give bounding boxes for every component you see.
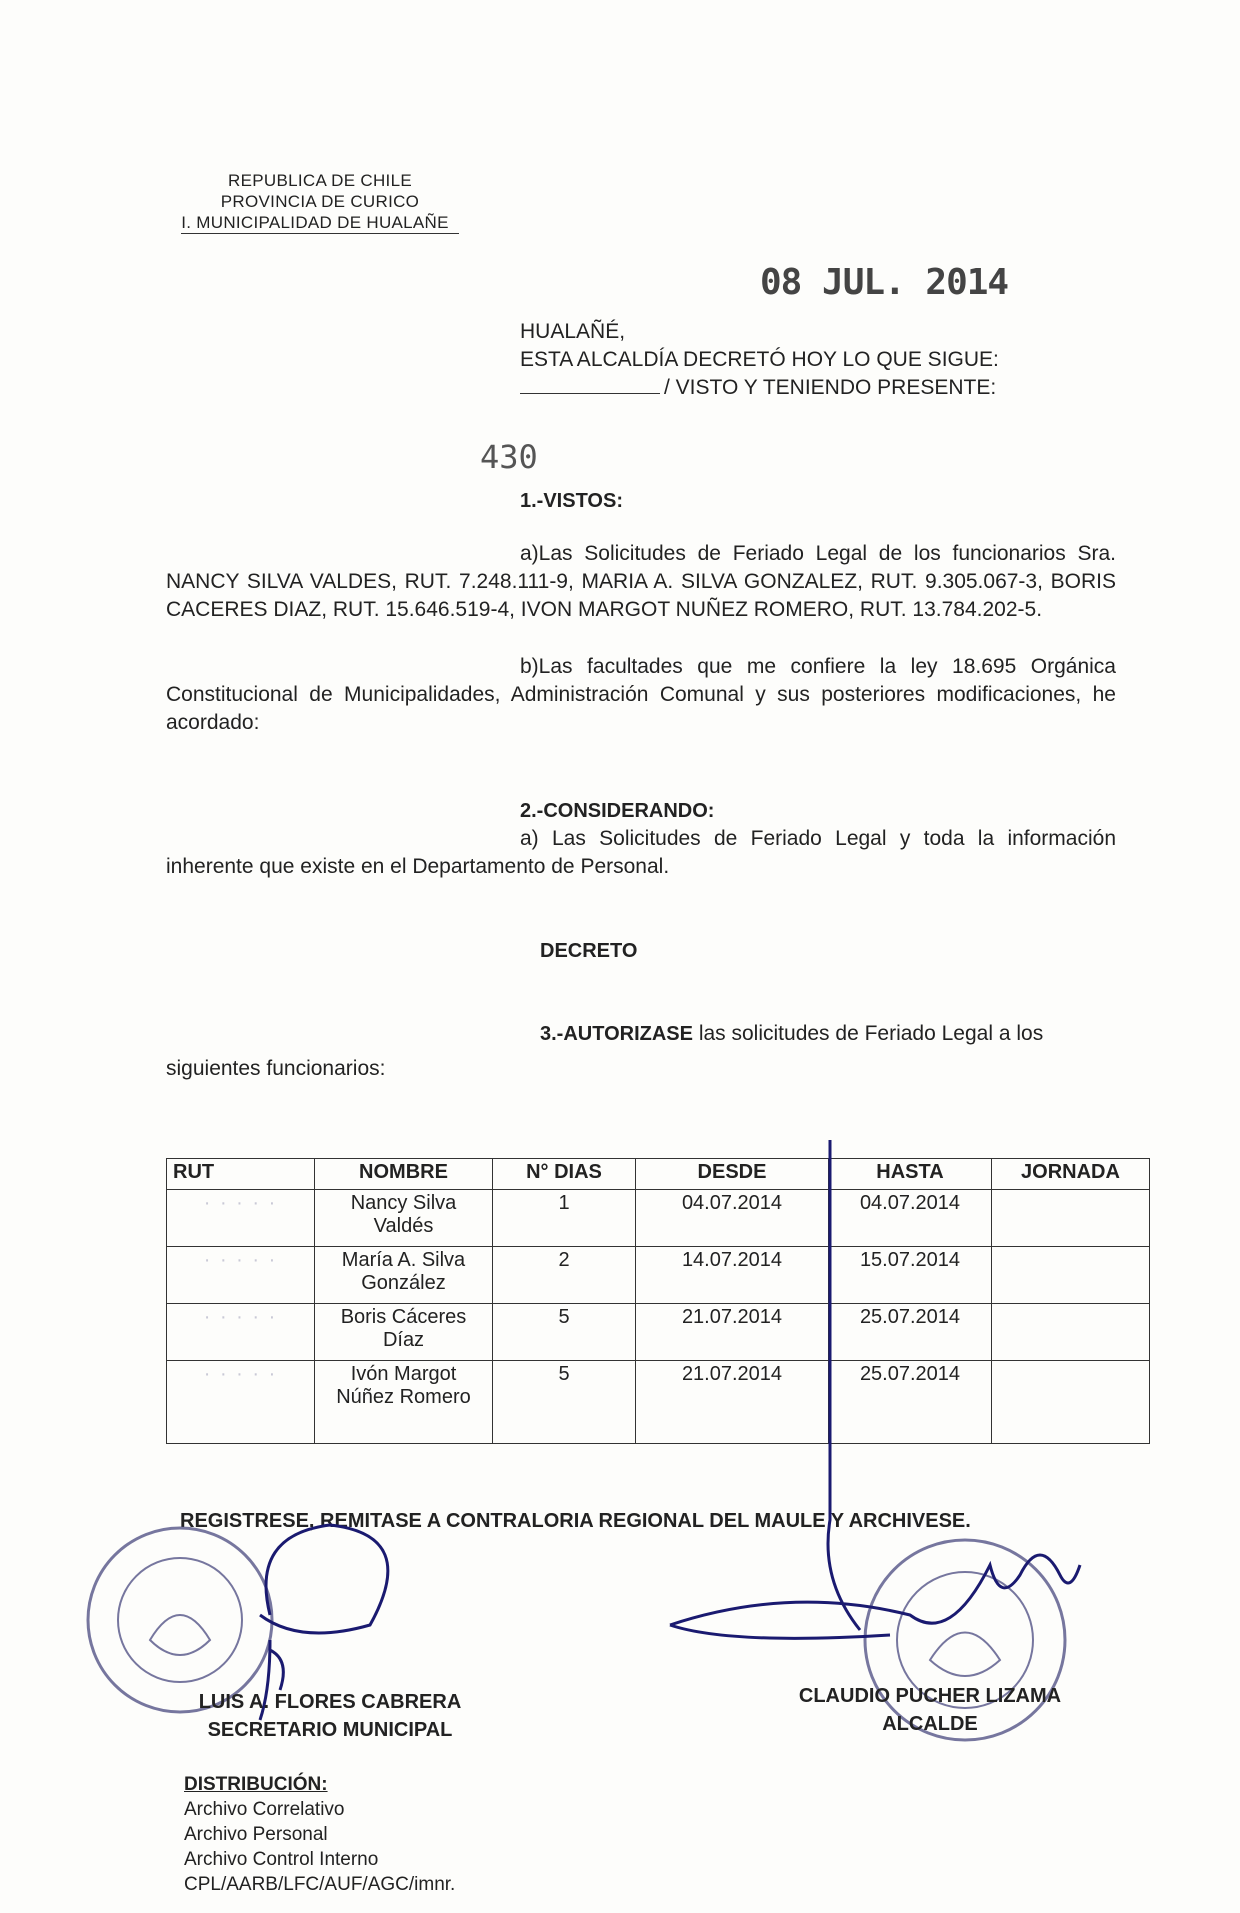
- cell-nombre: María A. Silva González: [315, 1247, 493, 1304]
- letterhead-line-1: REPUBLICA DE CHILE: [228, 171, 412, 190]
- table-row: [167, 1304, 1150, 1361]
- col-nombre: NOMBRE: [315, 1159, 493, 1190]
- section-3-text-2: siguientes funcionarios:: [166, 1057, 386, 1080]
- decree-number: 430: [480, 438, 538, 476]
- distribution-item: Archivo Control Interno: [184, 1849, 379, 1870]
- cell-hasta: 25.07.2014: [829, 1304, 992, 1361]
- cell-dias: 5: [493, 1361, 636, 1444]
- closing-statement: REGISTRESE, REMITASE A CONTRALORIA REGIONAL DEL MAULE Y ARCHIVESE.: [180, 1510, 971, 1532]
- cell-desde: 04.07.2014: [636, 1190, 829, 1247]
- decree-blank-line: [520, 393, 660, 394]
- section-3-text: las solicitudes de Feriado Legal a los: [698, 1022, 1044, 1045]
- cell-hasta: 04.07.2014: [829, 1190, 992, 1247]
- table-header-row: [167, 1159, 1150, 1190]
- cell-rut: · · · · ·: [167, 1304, 315, 1361]
- table-row: [167, 1361, 1150, 1444]
- intro-line-3: / VISTO Y TENIENDO PRESENTE:: [664, 376, 997, 399]
- cell-jornada: [992, 1190, 1150, 1247]
- cell-rut: · · · · ·: [167, 1190, 315, 1247]
- right-signatory: [780, 1682, 1080, 1738]
- distribution-item: Archivo Correlativo: [184, 1799, 345, 1820]
- letterhead-line-2: PROVINCIA DE CURICO: [220, 192, 420, 211]
- cell-jornada: [992, 1304, 1150, 1361]
- section-3-title: 3.-AUTORIZASE: [540, 1023, 693, 1045]
- letterhead: [160, 170, 480, 234]
- distribution-item: CPL/AARB/LFC/AUF/AGC/imnr.: [184, 1874, 456, 1895]
- cell-nombre: Nancy Silva Valdés: [315, 1190, 493, 1247]
- feriado-table: [166, 1158, 1150, 1444]
- cell-hasta: 15.07.2014: [829, 1247, 992, 1304]
- cell-dias: 1: [493, 1190, 636, 1247]
- cell-nombre: Boris Cáceres Díaz: [315, 1304, 493, 1361]
- section-2-title: 2.-CONSIDERANDO:: [520, 800, 715, 822]
- intro-line-2: ESTA ALCALDÍA DECRETÓ HOY LO QUE SIGUE:: [520, 348, 999, 371]
- col-desde: DESDE: [636, 1159, 829, 1190]
- distribution: [184, 1772, 455, 1897]
- distribution-title: DISTRIBUCIÓN:: [184, 1774, 328, 1795]
- left-seal-icon: [88, 1528, 272, 1712]
- left-signatory-title: SECRETARIO MUNICIPAL: [207, 1719, 453, 1741]
- cell-desde: 21.07.2014: [636, 1304, 829, 1361]
- cell-dias: 5: [493, 1304, 636, 1361]
- right-signatory-name: CLAUDIO PUCHER LIZAMA: [798, 1685, 1062, 1707]
- cell-dias: 2: [493, 1247, 636, 1304]
- cell-jornada: [992, 1247, 1150, 1304]
- distribution-item: Archivo Personal: [184, 1824, 328, 1845]
- table-row: [167, 1247, 1150, 1304]
- col-dias: N° DIAS: [493, 1159, 636, 1190]
- intro-place: HUALAÑÉ,: [520, 320, 626, 343]
- cell-hasta: 25.07.2014: [829, 1361, 992, 1444]
- section-1-title: 1.-VISTOS:: [520, 490, 623, 512]
- table-row: [167, 1190, 1150, 1247]
- cell-desde: 14.07.2014: [636, 1247, 829, 1304]
- decree-intro: [520, 318, 999, 402]
- cell-jornada: [992, 1361, 1150, 1444]
- section-1-a: a)Las Solicitudes de Feriado Legal de los funcionarios Sra. NANCY SILVA VALDES, RUT. 7.248.111-9, MARIA A. SILVA GONZALEZ, RUT. 9.305.067-3, BORIS CACERES DIAZ, RUT. 15.646.519-4, IVON MARGOT NUÑEZ ROMERO, RUT. 13.784.202-5.: [166, 542, 1116, 621]
- cell-rut: · · · · ·: [167, 1247, 315, 1304]
- col-jornada: JORNADA: [992, 1159, 1150, 1190]
- col-hasta: HASTA: [829, 1159, 992, 1190]
- cell-rut: · · · · ·: [167, 1361, 315, 1444]
- section-1-b: b)Las facultades que me confiere la ley 18.695 Orgánica Constitucional de Municipalidades, Administración Comunal y sus posteriores modificaciones, he acordado:: [166, 655, 1116, 734]
- section-3: [540, 1020, 1120, 1048]
- cell-nombre: Ivón Margot Núñez Romero: [315, 1361, 493, 1444]
- cell-desde: 21.07.2014: [636, 1361, 829, 1444]
- date-stamp: 08 JUL. 2014: [760, 262, 1009, 303]
- left-signatory-name: LUIS A. FLORES CABRERA: [198, 1691, 462, 1713]
- letterhead-line-3: I. MUNICIPALIDAD DE HUALAÑE: [181, 212, 459, 234]
- left-signatory: [190, 1688, 470, 1744]
- col-rut: RUT: [167, 1159, 315, 1190]
- right-signatory-title: ALCALDE: [882, 1713, 978, 1735]
- section-2-a: a) Las Solicitudes de Feriado Legal y toda la información inherente que existe en el Departamento de Personal.: [166, 827, 1116, 878]
- decreto-title: DECRETO: [540, 940, 638, 962]
